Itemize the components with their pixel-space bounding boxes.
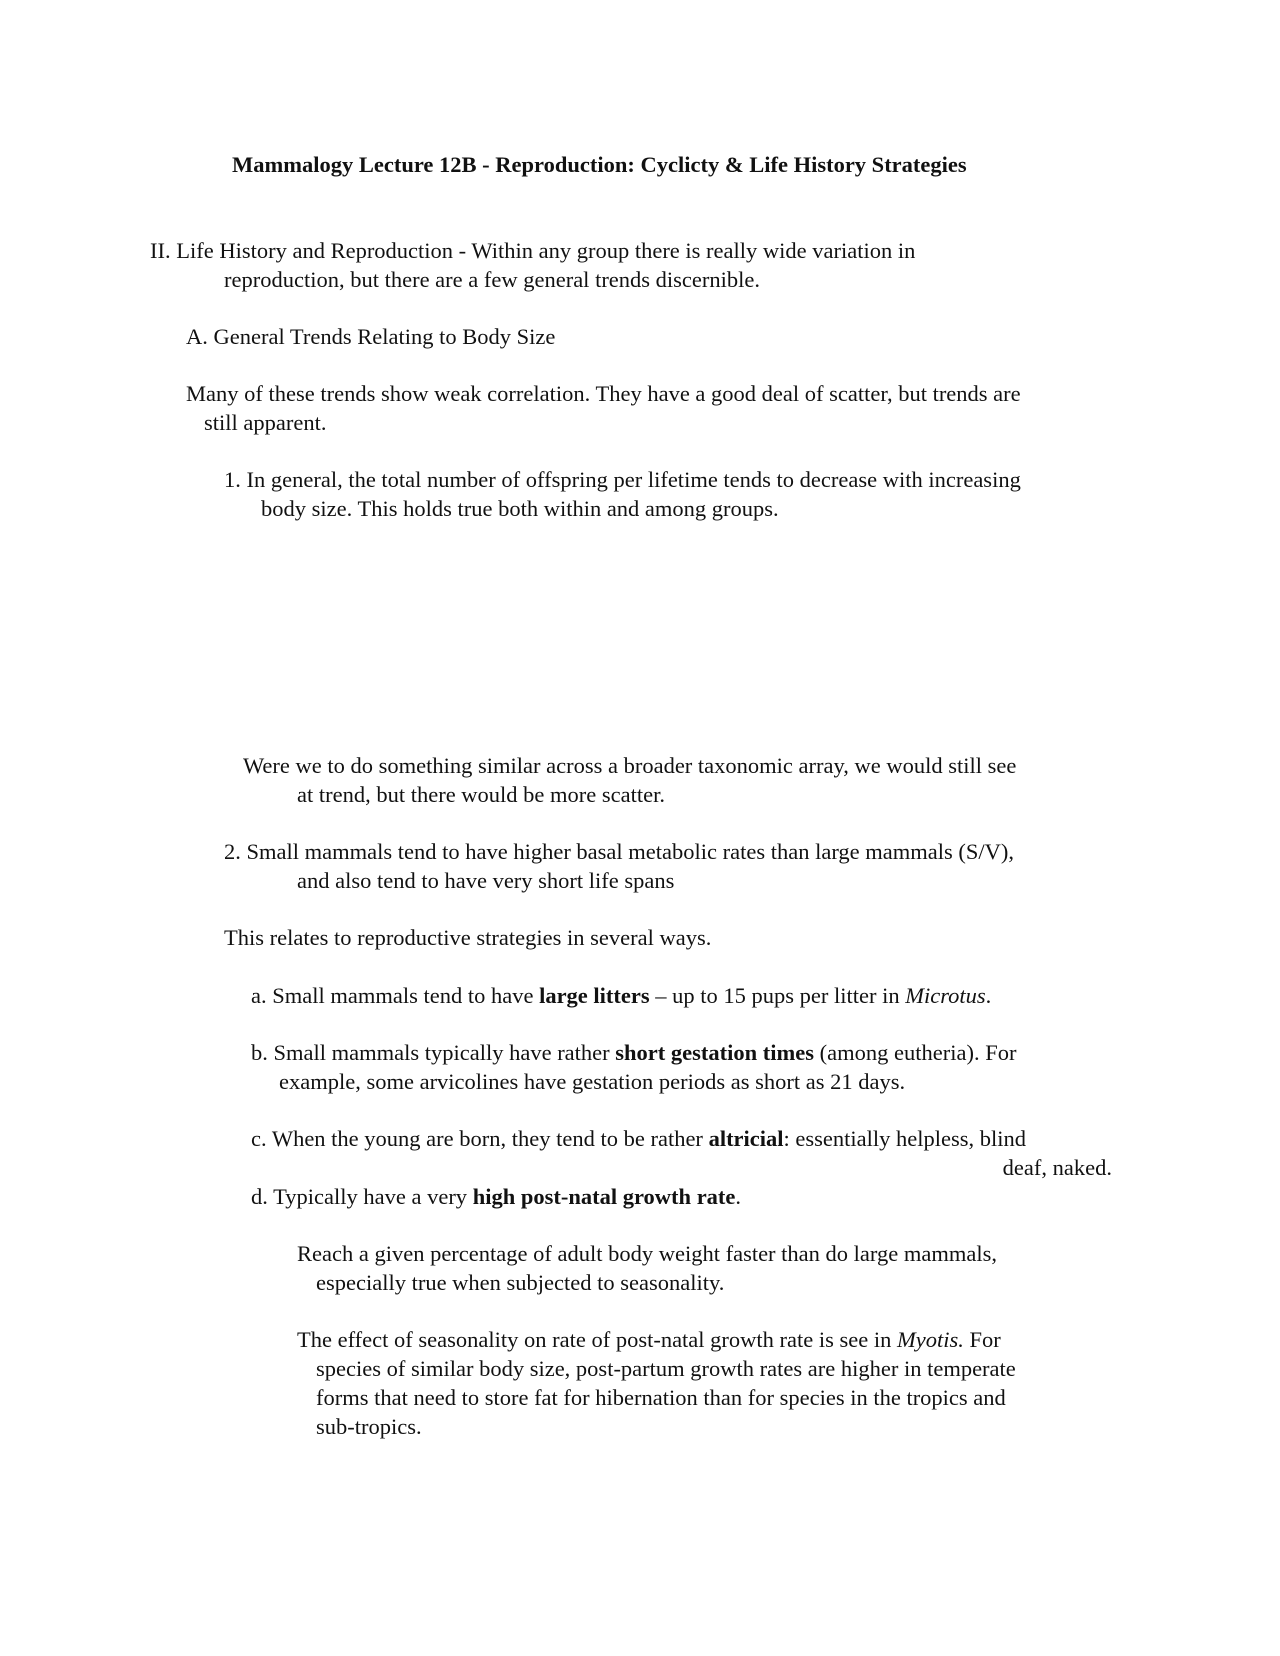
relates-text: This relates to reproductive strategies in several ways.	[224, 925, 712, 950]
point-2-line-2: and also tend to have very short life spans	[297, 868, 675, 893]
item-d	[251, 1182, 741, 1211]
reach-line-1: Reach a given percentage of adult body weight faster than do large mammals,	[297, 1241, 997, 1266]
item-a-italic: Microtus	[905, 983, 986, 1008]
item-a-pre: a. Small mammals tend to have	[251, 983, 540, 1008]
effect-line-2: species of similar body size, post-partum growth rates are higher in temperate	[316, 1356, 1016, 1381]
item-b-line-2: example, some arvicolines have gestation periods as short as 21 days.	[279, 1069, 906, 1094]
item-a-post: .	[985, 983, 992, 1008]
effect-line-1	[297, 1325, 1001, 1354]
effect-post: For	[963, 1327, 1001, 1352]
taxonomic-line-2: at trend, but there would be more scatter.	[297, 782, 665, 807]
item-c-post: : essentially helpless, blind	[783, 1126, 1027, 1151]
item-c-line-2: deaf, naked.	[1002, 1155, 1112, 1180]
reach-line-2: especially true when subjected to seasonality.	[316, 1270, 725, 1295]
effect-line-4: sub-tropics.	[316, 1414, 422, 1439]
item-b-pre: b. Small mammals typically have rather	[251, 1040, 616, 1065]
section-ii-line-1: II. Life History and Reproduction - Within any group there is really wide variation in	[150, 238, 916, 263]
item-d-bold: high post-natal growth rate	[472, 1184, 736, 1209]
item-d-post: .	[735, 1184, 742, 1209]
item-c-line-1	[251, 1124, 1026, 1153]
point-2-line-1: 2. Small mammals tend to have higher basal metabolic rates than large mammals (S/V),	[224, 839, 1015, 864]
section-a-heading: A. General Trends Relating to Body Size	[186, 324, 556, 349]
item-b-bold: short gestation times	[615, 1040, 815, 1065]
item-b-line-1	[251, 1038, 1016, 1067]
item-c-bold: altricial	[708, 1126, 784, 1151]
point-1-line-1: 1. In general, the total number of offspring per lifetime tends to decrease with increasing	[224, 467, 1021, 492]
item-a	[251, 981, 991, 1010]
item-a-bold: large litters	[539, 983, 650, 1008]
effect-pre: The effect of seasonality on rate of post-natal growth rate is see in	[297, 1327, 897, 1352]
item-a-mid: – up to 15 pups per litter in	[649, 983, 906, 1008]
taxonomic-line-1: Were we to do something similar across a broader taxonomic array, we would still see	[243, 753, 1017, 778]
effect-italic: Myotis.	[897, 1327, 964, 1352]
item-d-pre: d. Typically have a very	[251, 1184, 473, 1209]
section-ii-line-2: reproduction, but there are a few general trends discernible.	[224, 267, 761, 292]
effect-line-3: forms that need to store fat for hibernation than for species in the tropics and	[316, 1385, 1006, 1410]
point-1-line-2: body size. This holds true both within and among groups.	[261, 496, 779, 521]
item-c-pre: c. When the young are born, they tend to be rather	[251, 1126, 709, 1151]
page-title: Mammalogy Lecture 12B - Reproduction: Cyclicty & Life History Strategies	[232, 152, 967, 177]
item-b-post: (among eutheria). For	[814, 1040, 1017, 1065]
intro-line-1: Many of these trends show weak correlation. They have a good deal of scatter, but trends are	[186, 381, 1021, 406]
intro-line-2: still apparent.	[204, 410, 327, 435]
